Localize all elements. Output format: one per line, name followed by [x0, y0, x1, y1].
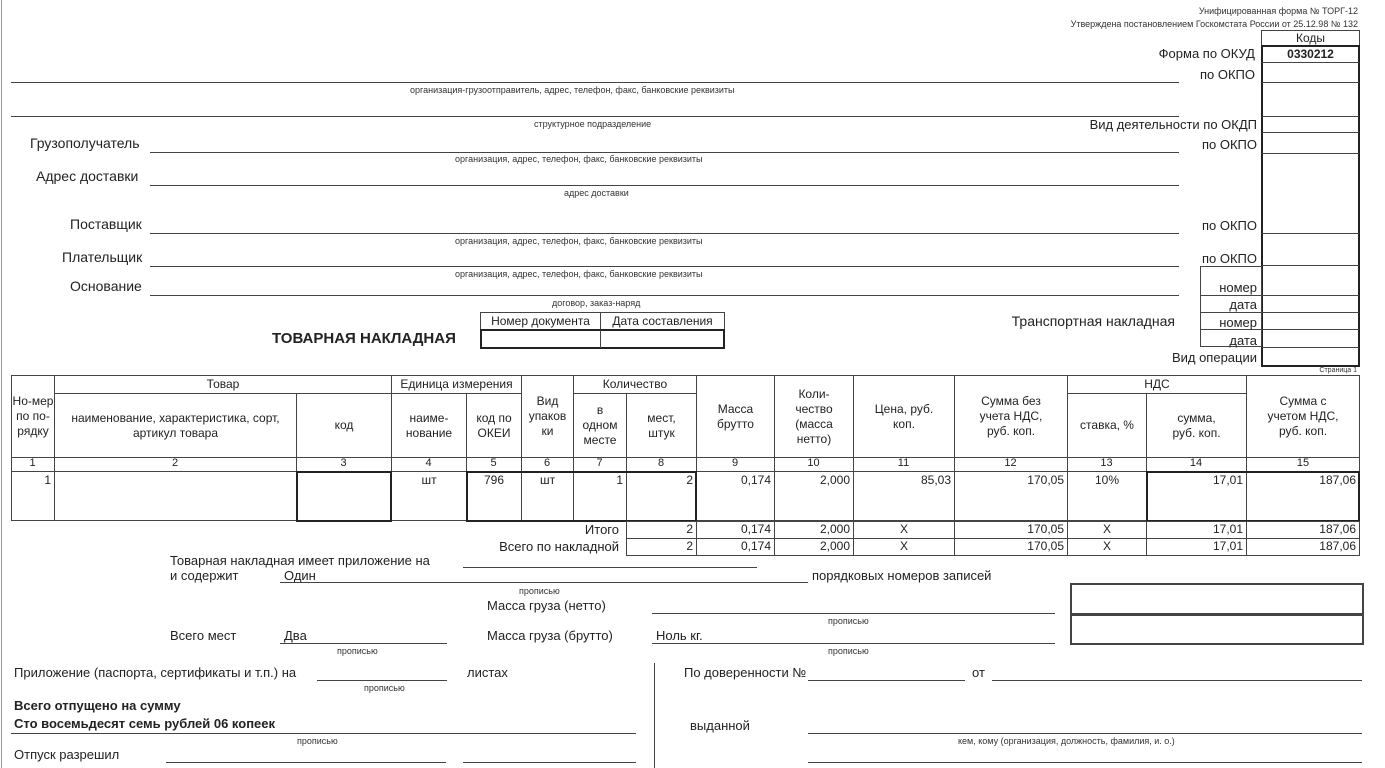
- page-edge: [1, 0, 2, 768]
- th-vat: НДС: [1067, 375, 1247, 394]
- th-places: мест, штук: [626, 393, 697, 458]
- column-number: 14: [1189, 457, 1203, 469]
- column-number: 13: [1100, 457, 1113, 469]
- column-number: 1: [29, 457, 36, 469]
- th-okei: код по ОКЕИ: [466, 393, 522, 458]
- attach-sheets-field[interactable]: [463, 567, 757, 568]
- records-field[interactable]: [280, 582, 808, 583]
- date-label-1: дата: [1229, 297, 1257, 312]
- th-price: Цена, руб. коп.: [853, 375, 955, 458]
- total-places: 2: [686, 522, 693, 536]
- grand-gross: 0,174: [740, 539, 771, 553]
- th-code: код: [296, 393, 392, 458]
- column-number: 7: [596, 457, 603, 469]
- row-places: 2: [686, 473, 693, 487]
- total-words-caption: прописью: [297, 736, 338, 746]
- basis-field[interactable]: [150, 295, 1179, 296]
- th-in-place: в одном месте: [573, 393, 627, 458]
- codes-header: Коды: [1261, 30, 1360, 46]
- payer-field[interactable]: [150, 266, 1179, 267]
- column-number: 6: [543, 457, 551, 469]
- grand-rate: X: [1102, 539, 1111, 553]
- doc-date-header: Дата составления: [600, 312, 725, 330]
- net-mass-label: Масса груза (нетто): [487, 598, 606, 613]
- total-gross: 0,174: [740, 522, 771, 536]
- grand-places: 2: [686, 539, 693, 553]
- column-number: 8: [657, 457, 665, 469]
- supplier-label: Поставщик: [70, 216, 142, 232]
- row-sum-vat: 187,06: [1319, 473, 1356, 487]
- grand-net: 2,000: [819, 539, 850, 553]
- page-label: Страница 1: [1319, 367, 1357, 374]
- gross-mass-value: Ноль кг.: [656, 628, 703, 643]
- column-number: 2: [171, 457, 179, 469]
- net-mass-field[interactable]: [652, 613, 1055, 614]
- doc-number-header: Номер документа: [480, 312, 601, 330]
- row-net: 2,000: [819, 473, 850, 487]
- form-line: Унифицированная форма № ТОРГ-12: [1198, 6, 1358, 16]
- issued-caption: кем, кому (организация, должность, фамилия, и. о.): [958, 736, 1175, 746]
- total-released-label: Всего отпущено на сумму: [14, 698, 181, 713]
- operation-label: Вид операции: [1171, 350, 1257, 365]
- date-label-2: дата: [1229, 333, 1257, 348]
- codes-column: [1261, 45, 1360, 367]
- row-in-place: 1: [616, 473, 623, 487]
- grand-price: X: [899, 539, 908, 553]
- th-goods-name: наименование, характеристика, сорт, артикул товара: [54, 393, 297, 458]
- basis-label: Основание: [70, 278, 142, 294]
- consignee-field[interactable]: [150, 152, 1179, 153]
- number-label-1: номер: [1219, 280, 1257, 295]
- column-number: 9: [731, 457, 739, 469]
- th-goods: Товар: [54, 375, 392, 394]
- th-sum-novat: Сумма без учета НДС, руб. коп.: [954, 375, 1068, 458]
- column-number: 12: [1004, 457, 1017, 469]
- code-cell[interactable]: [296, 471, 392, 522]
- th-sum-vat: Сумма с учетом НДС, руб. коп.: [1246, 375, 1360, 458]
- total-words: Сто восемьдесят семь рублей 06 копеек: [14, 716, 276, 731]
- total-sum-novat: 170,05: [1027, 522, 1064, 536]
- from-label: от: [972, 665, 985, 680]
- grand-label: Всего по накладной: [499, 539, 619, 554]
- sender-caption: организация-грузоотправитель, адрес, телефон, факс, банковские реквизиты: [410, 85, 735, 95]
- th-qty: Количество: [573, 375, 697, 394]
- okpo-label-1: по ОКПО: [1199, 67, 1255, 82]
- row-okei: 796: [483, 473, 505, 487]
- total-label: Итого: [584, 522, 619, 537]
- th-pack: Вид упаков ки: [521, 375, 574, 458]
- okpo-label-3: по ОКПО: [1201, 218, 1257, 233]
- total-vat-sum: 17,01: [1212, 522, 1243, 536]
- places-label: Всего мест: [170, 628, 237, 643]
- net-mass-caption: прописью: [828, 616, 869, 626]
- release-name-field[interactable]: [463, 762, 636, 763]
- proxy-label: По доверенности №: [684, 665, 807, 680]
- th-unit-name: наиме-нование: [391, 393, 467, 458]
- row-num: 1: [44, 473, 51, 487]
- row-vat-sum: 17,01: [1212, 473, 1243, 487]
- division-caption: структурное подразделение: [534, 119, 652, 129]
- total-price: X: [899, 522, 908, 536]
- sheets-label: листах: [467, 665, 508, 680]
- proxy-number-field[interactable]: [808, 680, 965, 681]
- row-sum-novat: 170,05: [1027, 473, 1064, 487]
- net-mass-box[interactable]: [1070, 583, 1364, 615]
- release-signature-field[interactable]: [166, 762, 446, 763]
- supplier-field[interactable]: [150, 233, 1179, 234]
- column-number: 3: [340, 457, 347, 469]
- appendix-caption: прописью: [364, 683, 405, 693]
- gross-mass-box[interactable]: [1070, 614, 1364, 645]
- payer-label: Плательщик: [62, 249, 143, 265]
- document-title: ТОВАРНАЯ НАКЛАДНАЯ: [272, 330, 456, 347]
- number-label-2: номер: [1219, 315, 1257, 330]
- row-pack: шт: [539, 473, 556, 487]
- row-gross: 0,174: [740, 473, 771, 487]
- places-field[interactable]: [280, 643, 447, 644]
- basis-caption: договор, заказ-наряд: [552, 298, 641, 308]
- records-suffix: порядковых номеров записей: [812, 568, 992, 583]
- gross-mass-caption: прописью: [828, 646, 869, 656]
- attach-line2: и содержит: [170, 568, 239, 583]
- records-words-caption: прописью: [519, 586, 560, 596]
- release-allowed-label: Отпуск разрешил: [14, 747, 120, 762]
- total-net: 2,000: [819, 522, 850, 536]
- consignee-caption: организация, адрес, телефон, факс, банковские реквизиты: [455, 154, 703, 164]
- okud-code: 0330212: [1262, 46, 1359, 63]
- consignee-label: Грузополучатель: [30, 135, 140, 151]
- okpo-label-2: по ОКПО: [1201, 137, 1257, 152]
- row-price: 85,03: [920, 473, 951, 487]
- gross-mass-field[interactable]: [652, 643, 1055, 644]
- okpo-label-4: по ОКПО: [1201, 251, 1257, 266]
- okdp-label: Вид деятельности по ОКДП: [1089, 117, 1257, 132]
- appendix-label: Приложение (паспорта, сертификаты и т.п.) на: [14, 665, 297, 680]
- th-gross: Масса брутто: [696, 375, 775, 458]
- records-value: Один: [284, 568, 316, 583]
- th-rate: ставка, %: [1067, 393, 1147, 458]
- row-unit: шт: [421, 473, 437, 487]
- approved-line: Утверждена постановлением Госкомстата России от 25.12.98 № 132: [1070, 19, 1358, 29]
- okud-label: Форма по ОКУД: [1158, 46, 1255, 61]
- grand-sum-novat: 170,05: [1027, 539, 1064, 553]
- delivery-label: Адрес доставки: [36, 168, 139, 184]
- proxy-date-field[interactable]: [992, 680, 1362, 681]
- column-number: 11: [897, 457, 910, 469]
- column-number: 15: [1296, 457, 1310, 469]
- th-vat-sum: сумма, руб. коп.: [1146, 393, 1247, 458]
- places-caption: прописью: [337, 646, 378, 656]
- grand-vat-sum: 17,01: [1212, 539, 1243, 553]
- grand-sum-vat: 187,06: [1319, 539, 1356, 553]
- issued-label: выданной: [690, 718, 750, 733]
- appendix-field[interactable]: [317, 680, 447, 681]
- delivery-caption: адрес доставки: [564, 188, 629, 198]
- doc-number-date-cells[interactable]: [480, 329, 725, 349]
- transport-label: Транспортная накладная: [1011, 313, 1175, 329]
- places-value: Два: [284, 628, 307, 643]
- supplier-caption: организация, адрес, телефон, факс, банковские реквизиты: [455, 236, 703, 246]
- issued-field[interactable]: [808, 733, 1362, 734]
- total-sum-vat: 187,06: [1319, 522, 1356, 536]
- th-net: Коли-чество (масса нетто): [774, 375, 854, 458]
- th-unit: Единица измерения: [391, 375, 522, 394]
- attach-line1: Товарная накладная имеет приложение на: [170, 553, 430, 568]
- payer-caption: организация, адрес, телефон, факс, банковские реквизиты: [455, 269, 703, 279]
- column-number: 5: [490, 457, 497, 469]
- th-num: Но-мер по по-рядку: [11, 375, 55, 458]
- row-rate: 10%: [1094, 473, 1120, 487]
- total-rate: X: [1102, 522, 1111, 536]
- column-number: 4: [425, 457, 432, 469]
- gross-mass-label: Масса груза (брутто): [487, 628, 613, 643]
- delivery-field[interactable]: [150, 185, 1179, 186]
- column-number: 10: [807, 457, 820, 469]
